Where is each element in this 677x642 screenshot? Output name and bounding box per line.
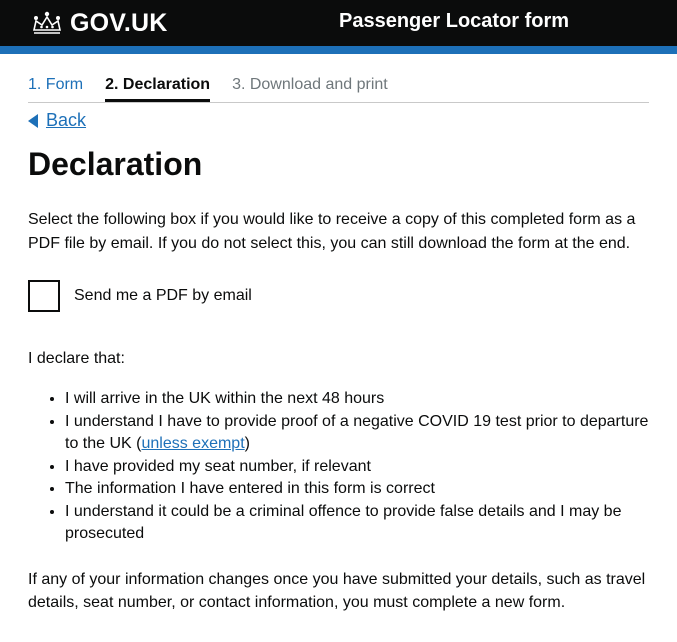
declaration-item xyxy=(65,411,677,456)
declaration-item: • The information I have entered in this form is correct xyxy=(65,478,677,501)
service-name[interactable]: Passenger Locator form xyxy=(339,10,570,32)
crown-icon xyxy=(30,10,64,36)
site-header xyxy=(0,0,677,46)
declaration-item: • I understand it could be a criminal offence to provide false details and I may be prosecuted xyxy=(65,501,677,546)
step-download-print: 3. Download and print xyxy=(232,76,388,93)
back-link[interactable] xyxy=(28,110,677,131)
declaration-list xyxy=(0,388,677,546)
pdf-email-checkbox-label[interactable]: Send me a PDF by email xyxy=(74,287,252,304)
pdf-email-option[interactable] xyxy=(28,280,677,312)
step-declaration: 2. Declaration xyxy=(105,76,210,102)
step-form[interactable]: 1. Form xyxy=(28,76,84,93)
header-accent-bar xyxy=(0,46,677,54)
declaration-item: • I will arrive in the UK within the next 48 hours xyxy=(65,388,677,411)
page-title: Declaration xyxy=(28,146,203,182)
declaration-text: I understand I have to provide proof of a negative COVID 19 test prior to departure to the UK ( xyxy=(65,412,649,452)
declaration-item: • I have provided my seat number, if relevant xyxy=(65,456,677,479)
logo-text: GOV.UK xyxy=(70,8,168,37)
declaration-text-end: ) xyxy=(244,435,250,452)
pdf-email-checkbox[interactable] xyxy=(28,280,60,312)
step-navigation xyxy=(28,54,649,103)
info-change-notice: If any of your information changes once you have submitted your details, such as travel details, seat number, or contact information, you must complete a new form. xyxy=(28,570,646,611)
back-link-label[interactable]: Back xyxy=(46,110,87,130)
declare-title: I declare that: xyxy=(28,350,125,367)
back-arrow-icon xyxy=(28,114,38,128)
govuk-logo[interactable] xyxy=(0,9,168,38)
unless-exempt-link[interactable]: unless exempt xyxy=(141,435,245,452)
intro-text: Select the following box if you would like to receive a copy of this completed form as a PDF file by email. If you do not select this, you can still download the form at the end. xyxy=(28,211,636,252)
